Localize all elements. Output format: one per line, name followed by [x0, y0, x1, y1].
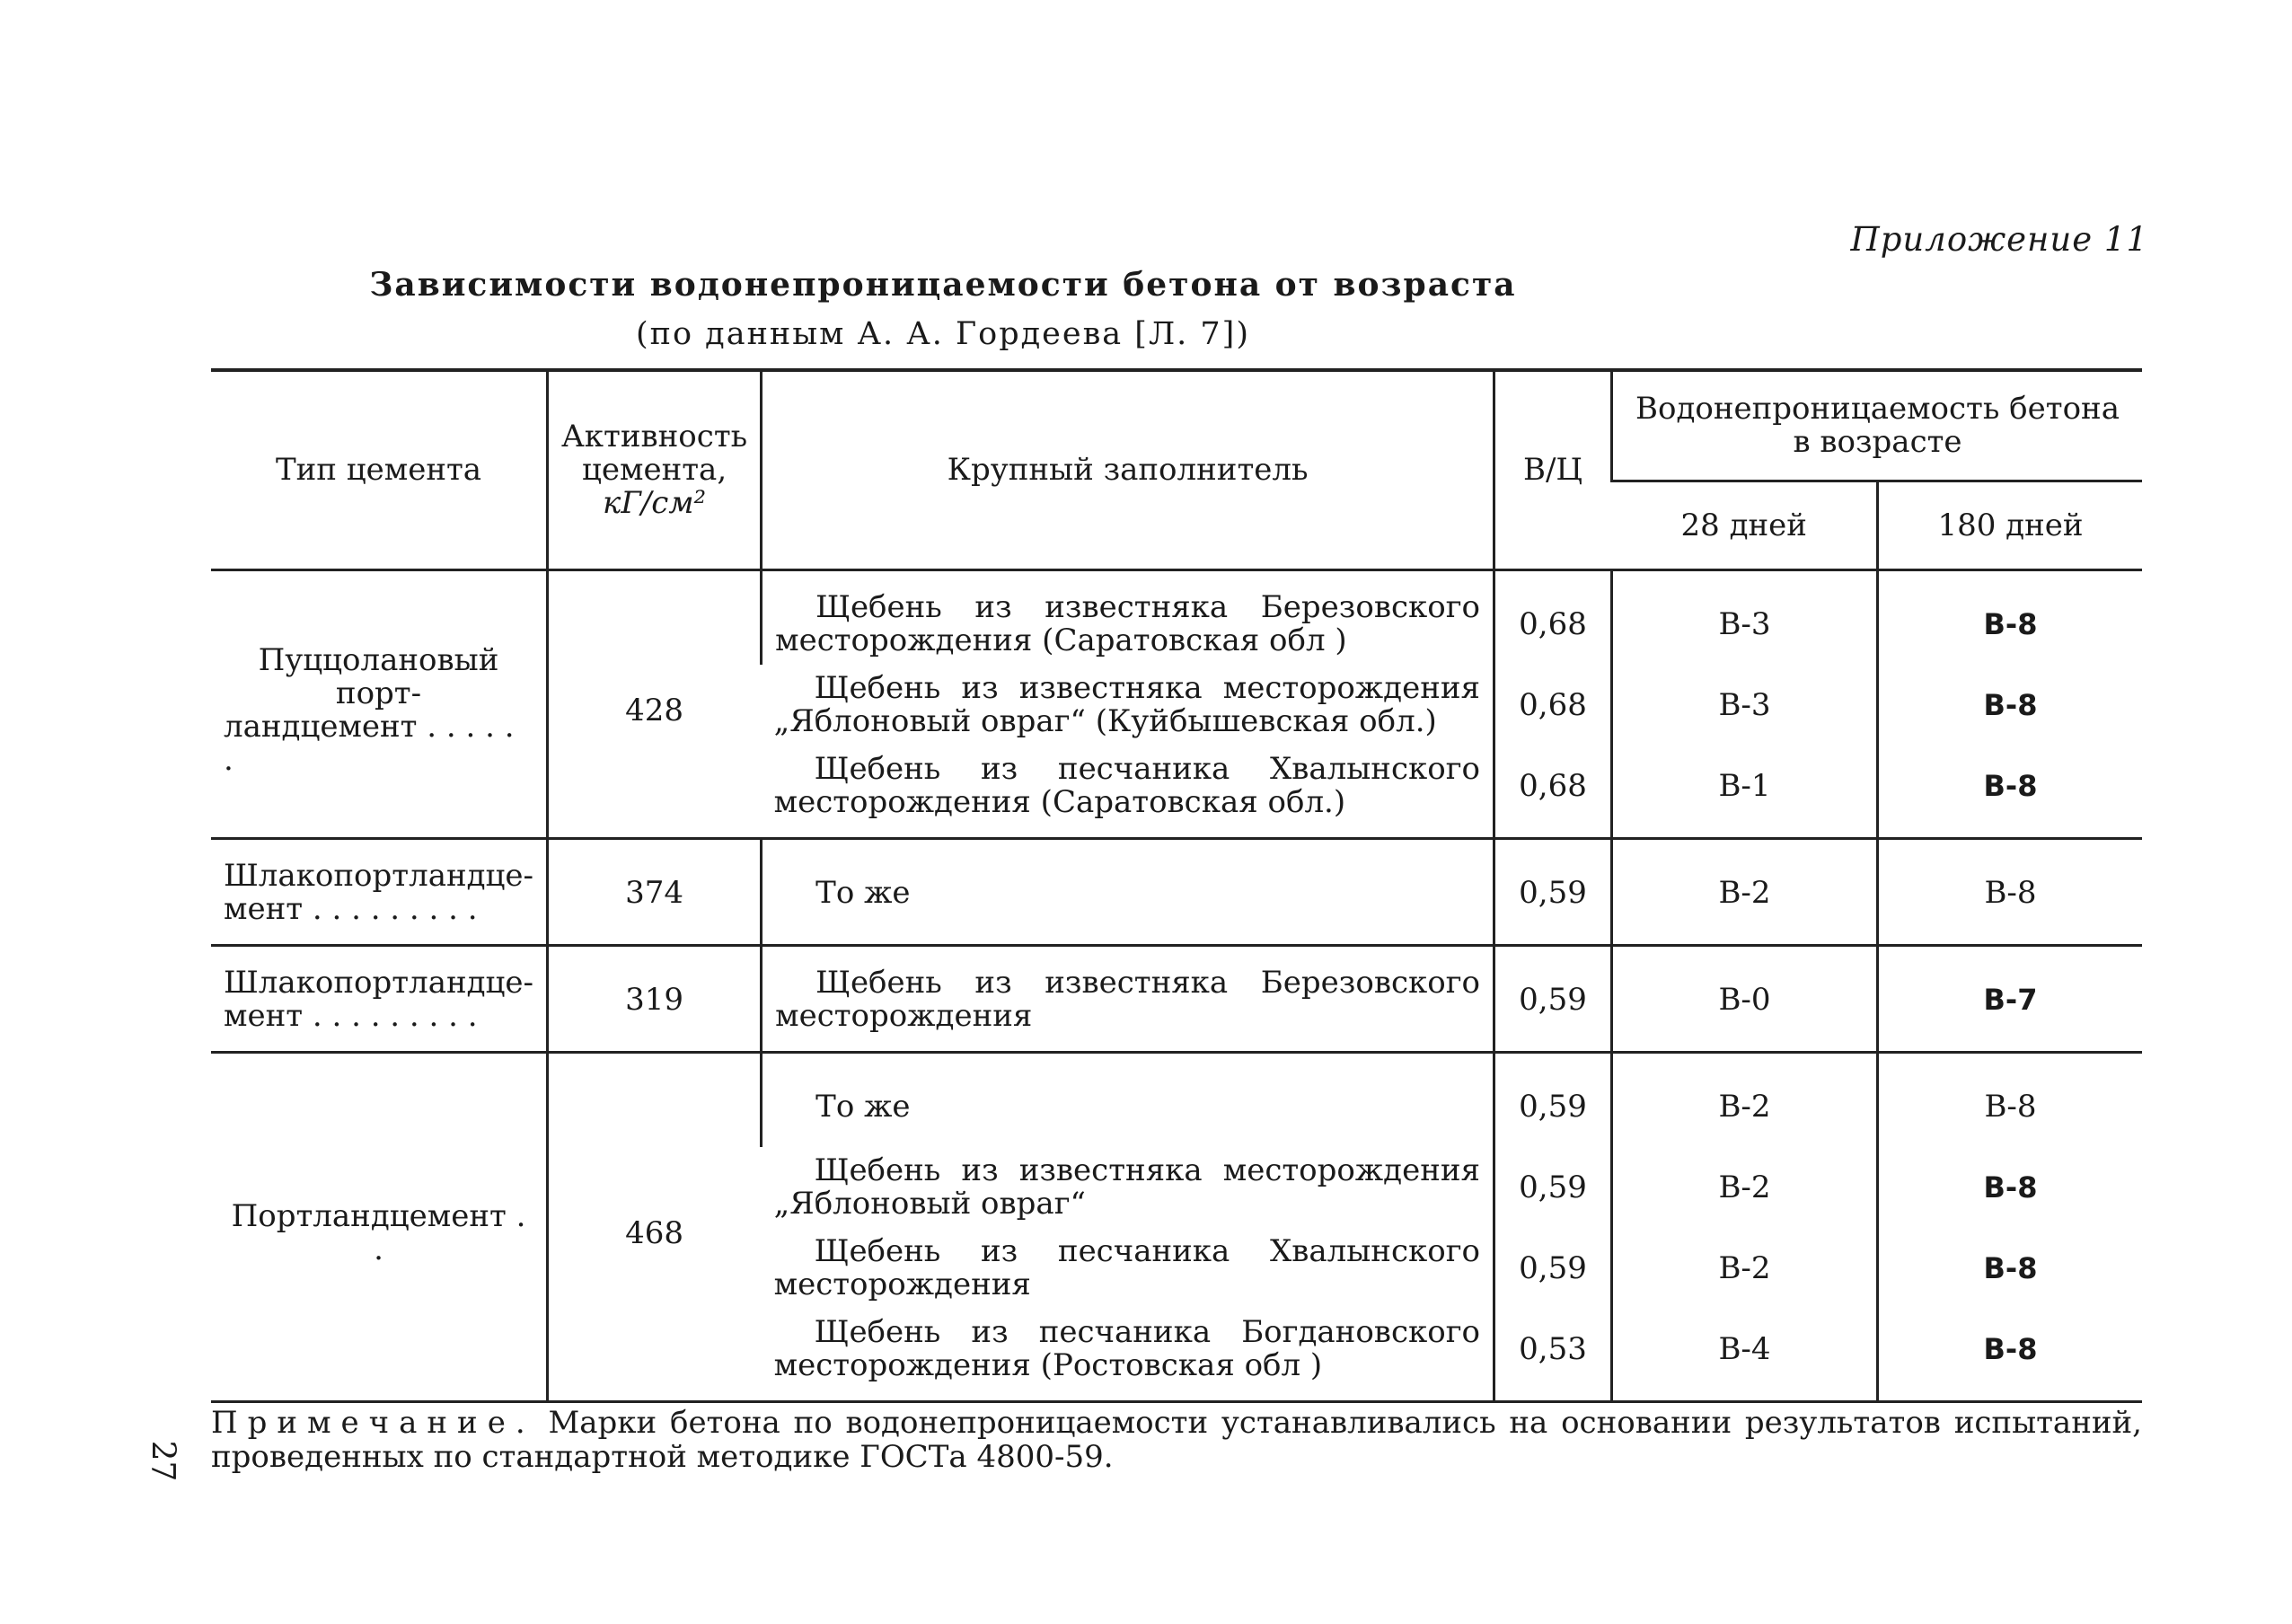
aggregate-text: Щебень из известняка Березовского месторождения [775, 965, 1480, 1034]
cell-wc-ratio: 0,59 [1494, 1228, 1612, 1309]
aggregate-text: Щебень из песчаника Богдановского месторождения (Ростовская обл ) [773, 1314, 1480, 1383]
header-180-days: 180 дней [1878, 481, 2143, 570]
appendix-label: Приложение 11 [1850, 220, 2148, 259]
table-row [211, 839, 2142, 946]
cell-aggregate [762, 570, 1494, 666]
aggregate-text: Щебень из известняка месторождения „Яблоновый овраг“ (Куйбышевская обл.) [773, 670, 1480, 739]
cell-grade-28-days: В-2 [1612, 1147, 1878, 1228]
cell-wc-ratio: 0,59 [1494, 1053, 1612, 1148]
cell-aggregate [762, 1309, 1494, 1402]
aggregate-text: Щебень из песчаника Хвалынского месторождения (Саратовская обл.) [773, 751, 1480, 820]
cell-grade-28-days: В-2 [1612, 1053, 1878, 1148]
cell-cement-type [211, 946, 548, 1053]
cell-grade-180-days: В-8 [1878, 746, 2143, 839]
header-28-days: 28 дней [1612, 481, 1878, 570]
table-body [211, 570, 2142, 1402]
header-activity-unit: кГ/см² [603, 485, 707, 521]
cell-wc-ratio: 0,68 [1494, 665, 1612, 746]
cell-grade-28-days: В-2 [1612, 1228, 1878, 1309]
page-number: 27 [144, 1440, 181, 1482]
cement-type-line1: Шлакопортландце- [224, 965, 534, 1001]
cement-type-line1: Пуццолановый порт- [258, 642, 499, 711]
aggregate-text: Щебень из песчаника Хвалынского месторождения [773, 1233, 1480, 1302]
cell-grade-180-days: В-8 [1878, 839, 2143, 946]
footnote [211, 1406, 2142, 1474]
header-activity-line1: Активность [561, 419, 748, 455]
cell-grade-28-days: В-3 [1612, 570, 1878, 666]
aggregate-text: Щебень из известняка месторождения „Яблоновый овраг“ [773, 1152, 1480, 1222]
cement-type-line2: мент . . . . . . . . . [224, 998, 478, 1034]
cell-aggregate [762, 1053, 1494, 1148]
cell-wc-ratio: 0,68 [1494, 570, 1612, 666]
cement-type-line2: ландцемент . . . . . . [224, 709, 515, 778]
cell-grade-180-days: В-8 [1878, 570, 2143, 666]
cell-aggregate [762, 839, 1494, 946]
cell-wc-ratio: 0,59 [1494, 1147, 1612, 1228]
header-activity-line2: цемента, [582, 452, 727, 488]
cell-grade-180-days: В-7 [1878, 946, 2143, 1053]
cell-wc-ratio: 0,59 [1494, 946, 1612, 1053]
cell-aggregate [762, 665, 1494, 746]
cell-cement-type [211, 839, 548, 946]
page-subtitle: (по данным А. А. Гордеева [Л. 7]) [636, 316, 1250, 352]
aggregate-text: Щебень из известняка Березовского месторождения (Саратовская обл ) [775, 589, 1480, 658]
cement-type-line1: Портландцемент . . [231, 1198, 526, 1267]
cell-activity: 319 [548, 946, 762, 1053]
header-permeability-group: Водонепроницаемость бетона в возрасте [1612, 370, 2143, 481]
cell-grade-28-days: В-4 [1612, 1309, 1878, 1402]
cell-activity: 428 [548, 570, 762, 839]
aggregate-text: То же [815, 874, 911, 911]
cell-activity: 468 [548, 1053, 762, 1402]
cell-grade-28-days: В-2 [1612, 839, 1878, 946]
cell-grade-28-days: В-1 [1612, 746, 1878, 839]
cell-cement-type [211, 570, 548, 839]
cell-aggregate [762, 746, 1494, 839]
cell-aggregate [762, 946, 1494, 1053]
footnote-head: Примечание. [211, 1405, 535, 1441]
cell-grade-180-days: В-8 [1878, 665, 2143, 746]
cell-grade-180-days: В-8 [1878, 1228, 2143, 1309]
cell-grade-180-days: В-8 [1878, 1053, 2143, 1148]
page-title: Зависимости водонепроницаемости бетона от возраста [369, 266, 1517, 304]
cell-grade-180-days: В-8 [1878, 1309, 2143, 1402]
aggregate-text: То же [815, 1088, 911, 1125]
header-wc: В/Ц [1494, 370, 1612, 570]
table-row [211, 1053, 2142, 1148]
cell-wc-ratio: 0,59 [1494, 839, 1612, 946]
cell-cement-type [211, 1053, 548, 1402]
cell-activity: 374 [548, 839, 762, 946]
table-row [211, 570, 2142, 666]
cement-type-line1: Шлакопортландце- [224, 858, 534, 894]
header-aggregate: Крупный заполнитель [762, 370, 1494, 570]
cell-wc-ratio: 0,68 [1494, 746, 1612, 839]
cement-type-line2: мент . . . . . . . . . [224, 891, 478, 927]
cell-aggregate [762, 1147, 1494, 1228]
cell-grade-28-days: В-3 [1612, 665, 1878, 746]
header-type: Тип цемента [211, 370, 548, 570]
table-row [211, 946, 2142, 1053]
cell-grade-28-days: В-0 [1612, 946, 1878, 1053]
footnote-text: Марки бетона по водонепроницаемости устанавливались на основании результатов испытаний, проведенных по стандартной методике ГОСТа 4800-59. [211, 1405, 2142, 1475]
permeability-table [211, 368, 2142, 1403]
cell-aggregate [762, 1228, 1494, 1309]
cell-grade-180-days: В-8 [1878, 1147, 2143, 1228]
cell-wc-ratio: 0,53 [1494, 1309, 1612, 1402]
header-activity [548, 370, 762, 570]
